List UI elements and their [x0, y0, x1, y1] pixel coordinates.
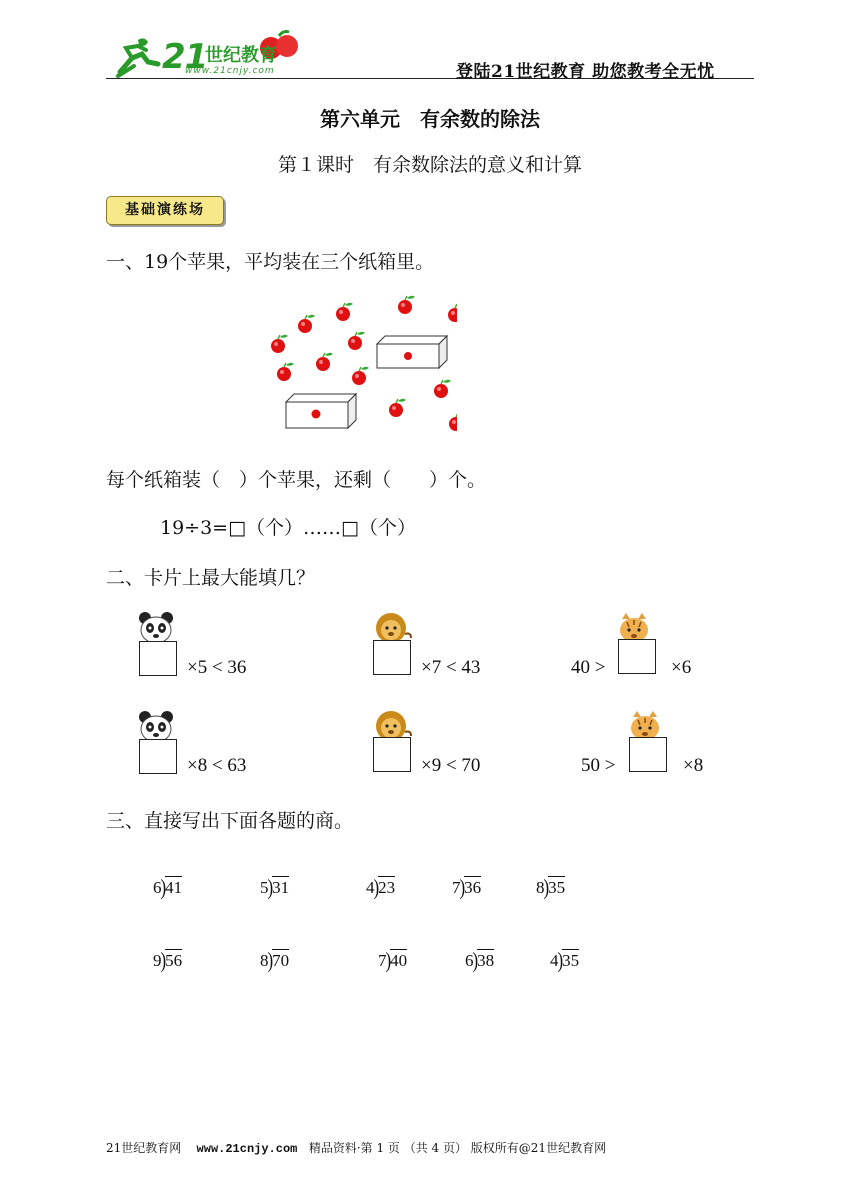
q2-expr-1: ×5 < 36 — [187, 657, 247, 678]
q2-prompt: 二、卡片上最大能填几？ — [106, 567, 316, 589]
q1-expression: 19÷3=□（个）……□（个） — [160, 517, 417, 539]
q2-expr-3-suffix: ×6 — [671, 657, 692, 678]
division-problem: 4)35 — [550, 948, 580, 973]
answer-card[interactable] — [139, 739, 177, 774]
division-problem: 4)23 — [366, 875, 396, 900]
footer-url[interactable]: www.21cnjy.com — [196, 1142, 298, 1156]
apple-icon — [277, 363, 294, 381]
apple-icon — [434, 380, 451, 398]
apple-icon — [352, 367, 369, 385]
q3-prompt: 三、直接写出下面各题的商。 — [106, 810, 354, 832]
page-footer — [106, 1139, 606, 1156]
logo-number: 21 — [162, 37, 208, 77]
division-problem: 7)40 — [378, 948, 408, 973]
page-subtitle: 第１课时 有余数除法的意义和计算 — [277, 154, 582, 176]
logo-text: 世纪教育 — [205, 45, 277, 66]
header-slogan: 登陆21世纪教育 助您教考全无忧 — [456, 62, 715, 82]
section-badge: 基础演练场 — [106, 196, 224, 225]
division-problem: 6)38 — [465, 948, 495, 973]
q2-expr-4: ×8 < 63 — [187, 755, 247, 776]
apple-icon — [389, 399, 406, 417]
runner-logo-icon — [112, 36, 164, 78]
logo-url: www.21cnjy.com — [185, 66, 275, 76]
division-problem: 7)36 — [452, 875, 482, 900]
header-divider — [106, 78, 754, 79]
box-icon — [377, 336, 447, 368]
q2-expr-2: ×7 < 43 — [421, 657, 481, 678]
apple-icon — [271, 335, 288, 353]
q1-fill-sentence: 每个纸箱装（ ）个苹果，还剩（ ）个。 — [106, 469, 487, 491]
division-problem: 8)70 — [260, 948, 290, 973]
answer-card[interactable] — [373, 737, 411, 772]
apples-illustration — [265, 293, 457, 431]
apple-icon — [348, 332, 365, 350]
q2-expr-5: ×9 < 70 — [421, 755, 481, 776]
q2-expr-6-suffix: ×8 — [683, 755, 704, 776]
answer-card[interactable] — [373, 640, 411, 675]
box-icon — [286, 394, 356, 428]
footer-copyright: 精品资料·第 1 页 （共 4 页） 版权所有@21世纪教育网 — [308, 1141, 607, 1155]
apple-icon — [336, 303, 353, 321]
q2-expr-3-prefix: 40 > — [571, 657, 606, 678]
division-problem: 5)31 — [260, 875, 290, 900]
division-problem: 8)35 — [536, 875, 566, 900]
division-problem: 9)56 — [153, 948, 183, 973]
q2-expr-6-prefix: 50 > — [581, 755, 616, 776]
division-problem: 6)41 — [153, 875, 183, 900]
answer-card[interactable] — [618, 639, 656, 674]
page-title: 第六单元 有余数的除法 — [320, 107, 540, 131]
answer-card[interactable] — [629, 737, 667, 772]
apple-icon — [316, 353, 333, 371]
q1-prompt: 一、19个苹果，平均装在三个纸箱里。 — [106, 251, 435, 273]
panda-icon — [138, 610, 174, 644]
panda-icon — [138, 709, 174, 743]
apple-icon — [449, 413, 457, 431]
apple-icon — [448, 304, 457, 322]
answer-card[interactable] — [139, 641, 177, 676]
apple-icon — [298, 315, 315, 333]
apple-icon — [398, 296, 415, 314]
footer-site-name: 21世纪教育网 — [106, 1141, 182, 1155]
